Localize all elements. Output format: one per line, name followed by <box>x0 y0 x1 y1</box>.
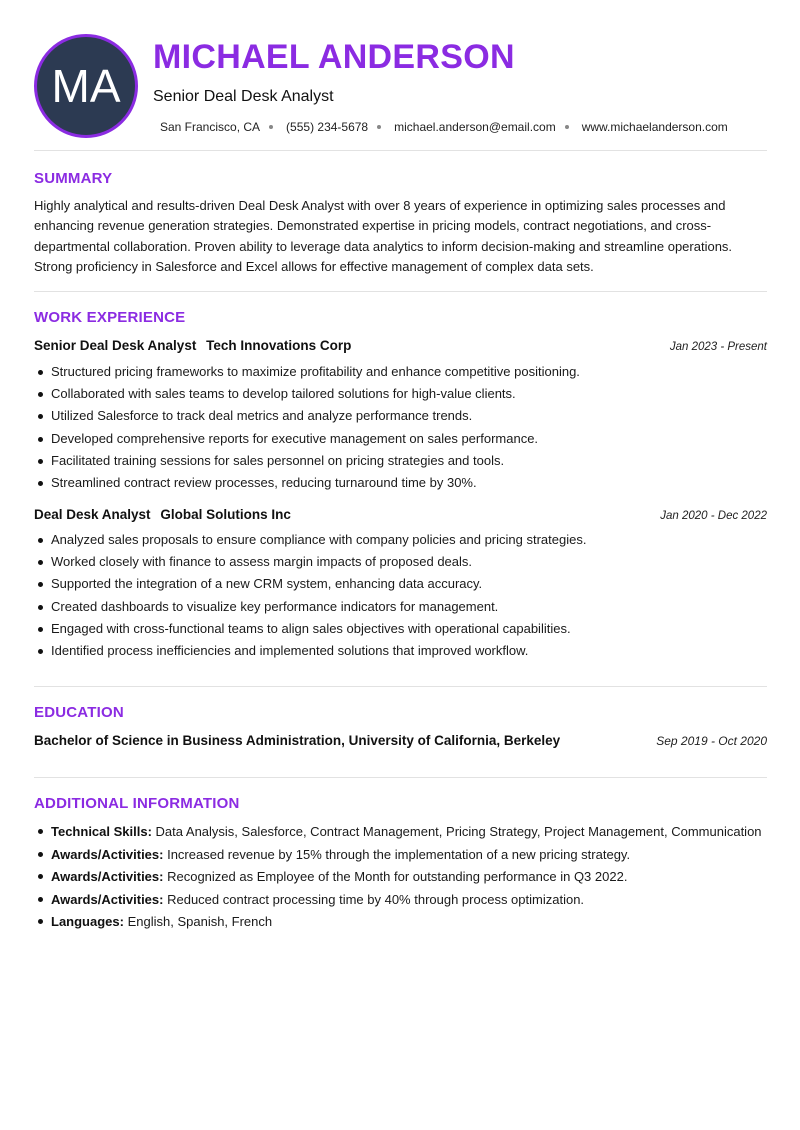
section-divider <box>34 291 767 292</box>
list-item: Utilized Salesforce to track deal metrics and analyze performance trends. <box>34 405 767 427</box>
separator-dot <box>565 125 569 129</box>
additional-list <box>34 822 767 935</box>
contact-website[interactable]: www.michaelanderson.com <box>581 120 728 134</box>
job-dates: Jan 2020 - Dec 2022 <box>660 510 767 522</box>
item-label: Awards/Activities: <box>51 846 164 862</box>
job-role-company <box>34 507 291 522</box>
education-heading: EDUCATION <box>34 704 124 721</box>
separator-dot <box>377 125 381 129</box>
section-divider <box>34 150 767 151</box>
list-item: Collaborated with sales teams to develop tailored solutions for high-value clients. <box>34 383 767 405</box>
item-text: English, Spanish, French <box>127 914 273 929</box>
contact-location: San Francisco, CA <box>160 120 261 134</box>
job-role-company <box>34 338 351 353</box>
avatar-initials: MA <box>51 60 121 112</box>
list-item: Engaged with cross-functional teams to align sales objectives with operational capabilities. <box>34 618 767 640</box>
list-item <box>34 890 767 909</box>
separator-dot <box>269 125 273 129</box>
candidate-title: Senior Deal Desk Analyst <box>153 88 334 105</box>
item-text: Recognized as Employee of the Month for outstanding performance in Q3 2022. <box>167 869 628 884</box>
list-item <box>34 822 767 841</box>
education-dates: Sep 2019 - Oct 2020 <box>656 734 767 748</box>
item-text: Reduced contract processing time by 40% through process optimization. <box>167 891 585 907</box>
list-item: Supported the integration of a new CRM system, enhancing data accuracy. <box>34 573 767 595</box>
list-item <box>34 912 767 931</box>
item-text: Increased revenue by 15% through the implementation of a new pricing strategy. <box>167 846 631 862</box>
item-label: Awards/Activities: <box>51 869 164 884</box>
list-item: Developed comprehensive reports for executive management on sales performance. <box>34 428 767 450</box>
job-company: Global Solutions Inc <box>160 507 291 522</box>
list-item: Created dashboards to visualize key performance indicators for management. <box>34 596 767 618</box>
avatar <box>34 34 138 138</box>
candidate-name: MICHAEL ANDERSON <box>153 38 515 76</box>
job-company: Tech Innovations Corp <box>206 338 352 353</box>
education-entry <box>34 733 767 748</box>
list-item: Identified process inefficiencies and implemented solutions that improved workflow. <box>34 640 767 662</box>
job-dates: Jan 2023 - Present <box>669 341 767 353</box>
list-item: Worked closely with finance to assess margin impacts of proposed deals. <box>34 551 767 573</box>
section-divider <box>34 686 767 687</box>
list-item: Analyzed sales proposals to ensure compliance with company policies and pricing strategies. <box>34 529 767 551</box>
list-item: Facilitated training sessions for sales personnel on pricing strategies and tools. <box>34 450 767 472</box>
education-degree: Bachelor of Science in Business Administration, University of California, Berkeley <box>34 733 561 748</box>
list-item <box>34 845 767 864</box>
additional-heading: ADDITIONAL INFORMATION <box>34 795 240 812</box>
summary-text: Highly analytical and results-driven Deal Desk Analyst with over 8 years of experience in optimizing sales processes and enhancing revenue generation strategies. Demonstrated expertise in pricing models, contract negotiations, and cross-departmental collaboration. Proven ability to leverage data analytics to inform decision-making and streamline operations. Strong proficiency in Salesforce and Excel allows for effective management of complex data sets. <box>34 198 733 275</box>
item-text: Data Analysis, Salesforce, Contract Management, Pricing Strategy, Project Management, Communication <box>155 824 762 839</box>
list-item: Streamlined contract review processes, reducing turnaround time by 30%. <box>34 472 767 494</box>
section-divider <box>34 777 767 778</box>
contact-phone: (555) 234-5678 <box>286 120 369 134</box>
item-label: Awards/Activities: <box>51 891 164 907</box>
item-label: Technical Skills: <box>51 824 152 839</box>
list-item <box>34 867 767 886</box>
job-bullets <box>34 529 767 662</box>
job-role: Deal Desk Analyst <box>34 507 151 522</box>
job-role: Senior Deal Desk Analyst <box>34 338 197 353</box>
list-item: Structured pricing frameworks to maximize profitability and enhance competitive positioning. <box>34 361 767 383</box>
summary-heading: SUMMARY <box>34 170 113 187</box>
item-label: Languages: <box>51 914 124 929</box>
contact-line <box>160 120 728 134</box>
job-header <box>34 507 767 522</box>
job-header <box>34 338 767 353</box>
experience-heading: WORK EXPERIENCE <box>34 309 186 326</box>
job-bullets <box>34 361 767 494</box>
contact-email[interactable]: michael.anderson@email.com <box>394 120 556 134</box>
